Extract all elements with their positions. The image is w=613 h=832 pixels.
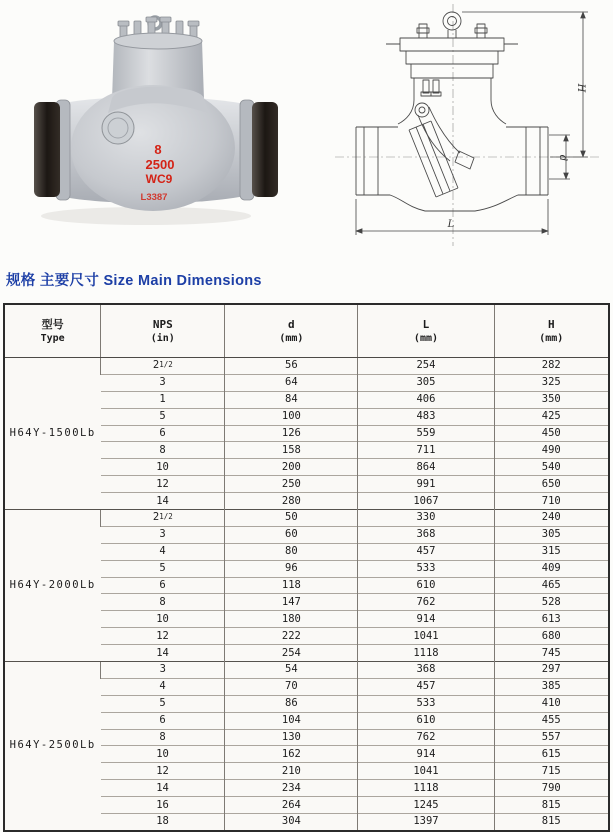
type-cell: H64Y-2500Lb	[4, 662, 101, 831]
nps-cell: 1	[101, 391, 225, 408]
header-d: d (mm)	[225, 304, 358, 358]
H-cell: 815	[494, 797, 609, 814]
L-cell: 457	[358, 543, 494, 560]
L-cell: 1041	[358, 628, 494, 645]
table-row	[4, 662, 609, 679]
nps-cell: 10	[101, 611, 225, 628]
L-cell: 1245	[358, 797, 494, 814]
nps-cell: 14	[101, 780, 225, 797]
L-cell: 483	[358, 408, 494, 425]
nps-cell: 10	[101, 746, 225, 763]
H-cell: 615	[494, 746, 609, 763]
H-cell: 425	[494, 408, 609, 425]
valve-photo	[28, 8, 290, 238]
nps-cell: 5	[101, 695, 225, 712]
table-row	[4, 510, 609, 527]
L-cell: 254	[358, 358, 494, 375]
d-cell: 54	[225, 662, 358, 679]
d-cell: 56	[225, 358, 358, 375]
table-row	[4, 358, 609, 375]
H-cell: 455	[494, 712, 609, 729]
L-cell: 330	[358, 510, 494, 527]
H-cell: 528	[494, 594, 609, 611]
H-cell: 710	[494, 493, 609, 510]
L-cell: 533	[358, 560, 494, 577]
d-cell: 200	[225, 459, 358, 476]
H-cell: 297	[494, 662, 609, 679]
d-cell: 70	[225, 678, 358, 695]
d-cell: 280	[225, 493, 358, 510]
d-cell: 264	[225, 797, 358, 814]
dimensions-table	[3, 303, 610, 832]
L-cell: 762	[358, 594, 494, 611]
mark-material: WC9	[145, 172, 173, 186]
d-cell: 147	[225, 594, 358, 611]
H-cell: 490	[494, 442, 609, 459]
d-cell: 250	[225, 476, 358, 493]
L-cell: 610	[358, 712, 494, 729]
nps-cell: 6	[101, 577, 225, 594]
H-cell: 282	[494, 358, 609, 375]
nps-cell: 3	[101, 526, 225, 543]
mark-class: 2500	[145, 157, 175, 172]
nps-cell: 21/2	[101, 510, 225, 527]
H-cell: 540	[494, 459, 609, 476]
L-cell: 914	[358, 746, 494, 763]
L-cell: 711	[358, 442, 494, 459]
side-boss	[102, 112, 134, 144]
nps-cell: 6	[101, 712, 225, 729]
nps-cell: 3	[101, 374, 225, 391]
L-cell: 1118	[358, 780, 494, 797]
valve-drawing	[310, 0, 610, 250]
d-cell: 222	[225, 628, 358, 645]
nps-cell: 5	[101, 408, 225, 425]
table-body	[4, 358, 609, 831]
nps-cell: 4	[101, 678, 225, 695]
H-cell: 815	[494, 814, 609, 831]
L-cell: 533	[358, 695, 494, 712]
L-cell: 1041	[358, 763, 494, 780]
mark-size: 8	[154, 142, 162, 157]
nps-cell: 6	[101, 425, 225, 442]
header-type: 型号 Type	[4, 304, 101, 358]
L-cell: 406	[358, 391, 494, 408]
d-cell: 50	[225, 510, 358, 527]
H-cell: 305	[494, 526, 609, 543]
nps-cell: 16	[101, 797, 225, 814]
nps-cell: 12	[101, 763, 225, 780]
L-cell: 1397	[358, 814, 494, 831]
valve-drawing-image	[310, 0, 610, 250]
d-cell: 104	[225, 712, 358, 729]
d-cell: 126	[225, 425, 358, 442]
H-cell: 745	[494, 645, 609, 662]
nps-cell: 5	[101, 560, 225, 577]
dim-label-d: d	[557, 154, 568, 162]
H-cell: 325	[494, 374, 609, 391]
d-cell: 100	[225, 408, 358, 425]
H-cell: 613	[494, 611, 609, 628]
nps-cell: 18	[101, 814, 225, 831]
L-cell: 914	[358, 611, 494, 628]
right-end-ring	[240, 100, 254, 200]
H-cell: 240	[494, 510, 609, 527]
H-cell: 715	[494, 763, 609, 780]
nps-cell: 8	[101, 442, 225, 459]
d-cell: 130	[225, 729, 358, 746]
L-cell: 457	[358, 678, 494, 695]
d-cell: 162	[225, 746, 358, 763]
H-cell: 385	[494, 678, 609, 695]
H-cell: 350	[494, 391, 609, 408]
d-cell: 84	[225, 391, 358, 408]
nps-cell: 10	[101, 459, 225, 476]
nps-cell: 3	[101, 662, 225, 679]
H-cell: 465	[494, 577, 609, 594]
nps-cell: 12	[101, 476, 225, 493]
right-end-cap	[252, 102, 278, 197]
d-cell: 180	[225, 611, 358, 628]
type-cell: H64Y-2000Lb	[4, 510, 101, 662]
L-cell: 368	[358, 526, 494, 543]
nps-cell: 12	[101, 628, 225, 645]
H-cell: 410	[494, 695, 609, 712]
H-cell: 680	[494, 628, 609, 645]
left-end-cap	[34, 102, 60, 197]
header-H: H (mm)	[494, 304, 609, 358]
nps-cell: 8	[101, 594, 225, 611]
dim-label-L: L	[447, 219, 455, 230]
mark-serial: L3387	[140, 192, 168, 203]
H-cell: 557	[494, 729, 609, 746]
H-cell: 650	[494, 476, 609, 493]
L-cell: 559	[358, 425, 494, 442]
L-cell: 610	[358, 577, 494, 594]
nps-cell: 14	[101, 493, 225, 510]
H-cell: 450	[494, 425, 609, 442]
d-cell: 234	[225, 780, 358, 797]
d-cell: 86	[225, 695, 358, 712]
L-cell: 368	[358, 662, 494, 679]
H-cell: 409	[494, 560, 609, 577]
d-cell: 80	[225, 543, 358, 560]
H-cell: 315	[494, 543, 609, 560]
valve-photo-image	[28, 8, 290, 238]
d-cell: 158	[225, 442, 358, 459]
L-cell: 762	[358, 729, 494, 746]
d-cell: 60	[225, 526, 358, 543]
d-cell: 304	[225, 814, 358, 831]
nps-cell: 21/2	[101, 358, 225, 375]
d-cell: 254	[225, 645, 358, 662]
table-header-row	[4, 304, 609, 358]
dim-label-H: H	[575, 83, 586, 93]
d-cell: 118	[225, 577, 358, 594]
header-L: L (mm)	[358, 304, 494, 358]
L-cell: 991	[358, 476, 494, 493]
header-nps: NPS (in)	[101, 304, 225, 358]
valve-outline	[356, 12, 548, 211]
L-cell: 1118	[358, 645, 494, 662]
L-cell: 864	[358, 459, 494, 476]
type-cell: H64Y-1500Lb	[9, 427, 96, 439]
nps-cell: 8	[101, 729, 225, 746]
H-cell: 790	[494, 780, 609, 797]
d-cell: 96	[225, 560, 358, 577]
nps-cell: 14	[101, 645, 225, 662]
section-title: 规格 主要尺寸 Size Main Dimensions	[6, 273, 262, 289]
d-cell: 210	[225, 763, 358, 780]
nps-cell: 4	[101, 543, 225, 560]
d-cell: 64	[225, 374, 358, 391]
L-cell: 305	[358, 374, 494, 391]
L-cell: 1067	[358, 493, 494, 510]
